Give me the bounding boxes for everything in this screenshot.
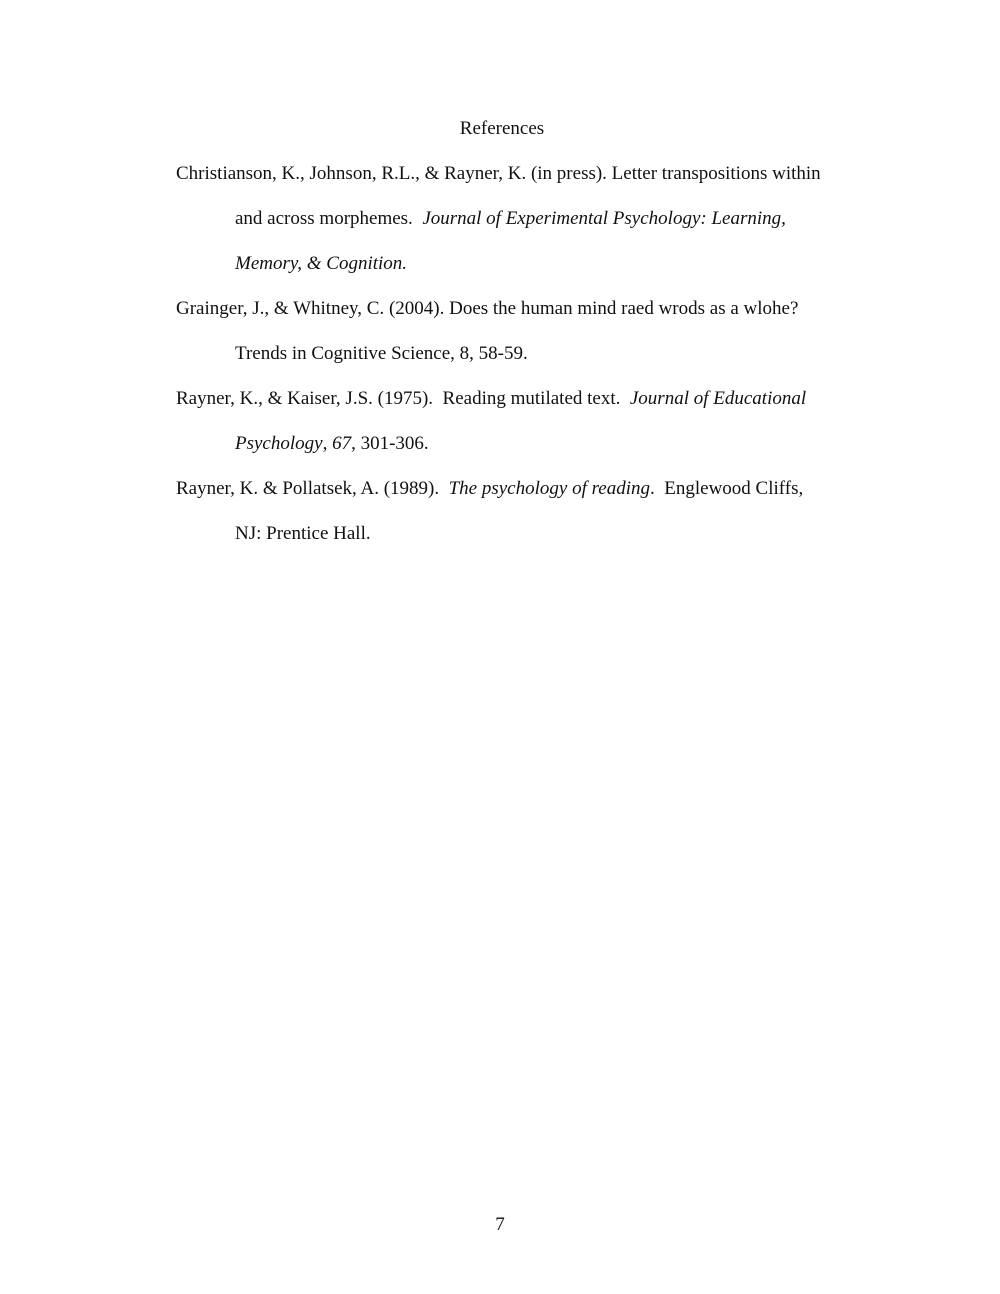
reference-3-authors-title: Rayner, K., & Kaiser, J.S. (1975). Reading mutilated text.: [176, 388, 630, 409]
reference-4-line-1: [176, 476, 803, 502]
reference-4-publisher: NJ: Prentice Hall.: [235, 523, 371, 544]
page-number: 7: [495, 1214, 505, 1235]
reference-2-line-2: [235, 341, 528, 367]
reference-1-journal-cont: Memory, & Cognition.: [235, 253, 408, 274]
reference-2-authors-title: Grainger, J., & Whitney, C. (2004). Does the human mind raed wrods as a wlohe?: [176, 298, 799, 319]
reference-3-line-1: [176, 386, 806, 412]
reference-3-pages: , 301-306.: [351, 433, 429, 454]
references-heading: References: [459, 118, 545, 139]
reference-4-book-title: The psychology of reading: [448, 478, 651, 499]
reference-1-line-1: [176, 161, 821, 187]
reference-3-journal-cont: Psychology: [235, 433, 323, 454]
reference-1-authors-title: Christianson, K., Johnson, R.L., & Rayner, K. (in press). Letter transpositions within: [176, 163, 821, 184]
reference-1-line-3: [235, 251, 407, 277]
reference-4-authors: Rayner, K. & Pollatsek, A. (1989).: [176, 478, 449, 499]
reference-3-line-2: [235, 431, 429, 457]
reference-2-source: Trends in Cognitive Science, 8, 58-59.: [235, 343, 528, 364]
reference-2-line-1: [176, 296, 798, 322]
reference-4-place: . Englewood Cliffs,: [650, 478, 804, 499]
reference-3-sep: ,: [322, 433, 333, 454]
reference-3-volume: 67: [332, 433, 352, 454]
reference-4-line-2: [235, 521, 371, 547]
reference-1-line-2: [235, 206, 786, 232]
reference-1-journal: Journal of Experimental Psychology: Learning,: [422, 208, 786, 229]
reference-1-title-cont: and across morphemes.: [235, 208, 423, 229]
reference-3-journal: Journal of Educational: [629, 388, 807, 409]
